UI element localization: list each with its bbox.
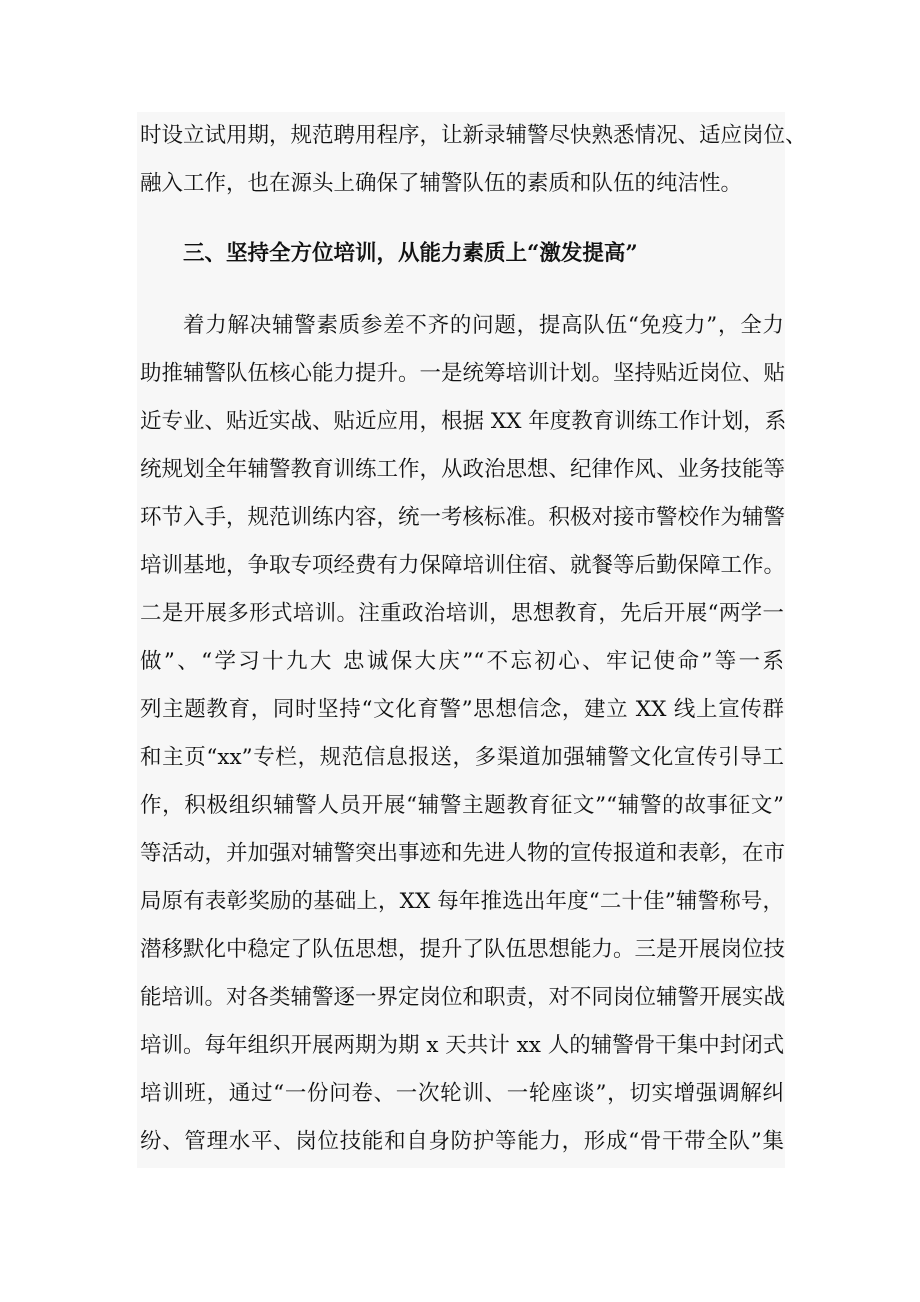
paragraph-line: 着力解决辅警素质参差不齐的问题，提高队伍“免疫力”，全力 (183, 313, 784, 338)
paragraph-line: 和主页“xx”专栏，规范信息报送，多渠道加强辅警文化宣传引导工 (140, 745, 784, 770)
paragraph-line: 列主题教育，同时坚持“文化育警”思想信念，建立 XX 线上宣传群 (140, 697, 784, 722)
paragraph-line: 纷、管理水平、岗位技能和自身防护等能力，形成“骨干带全队”集 (140, 1129, 784, 1154)
paragraph-line: 培训。每年组织开展两期为期 x 天共计 xx 人的辅警骨干集中封闭式 (140, 1033, 785, 1058)
paragraph-line: 时设立试用期，规范聘用程序，让新录辅警尽快熟悉情况、适应岗位、 (140, 123, 807, 148)
paragraph-line: 培训班，通过“一份问卷、一次轮训、一轮座谈”，切实增强调解纠 (140, 1081, 784, 1106)
paragraph-line: 能培训。对各类辅警逐一界定岗位和职责，对不同岗位辅警开展实战 (140, 985, 786, 1010)
paragraph-line: 近专业、贴近实战、贴近应用，根据 XX 年度教育训练工作计划，系 (140, 409, 787, 434)
paragraph-line: 局原有表彰奖励的基础上，XX 每年推选出年度“二十佳”辅警称号， (140, 889, 784, 914)
paragraph-line: 统规划全年辅警教育训练工作，从政治思想、纪律作风、业务技能等 (140, 457, 786, 482)
paragraph-line: 融入工作，也在源头上确保了辅警队伍的素质和队伍的纯洁性。 (140, 171, 743, 196)
paragraph-line: 作，积极组织辅警人员开展“辅警主题教育征文”“辅警的故事征文” (140, 793, 784, 818)
paragraph-line: 做”、“学习十九大 忠诚保大庆”“不忘初心、牢记使命”等一系 (140, 649, 784, 674)
section-heading: 三、坚持全方位培训，从能力素质上“激发提高” (183, 241, 638, 266)
paragraph-line: 助推辅警队伍核心能力提升。一是统筹培训计划。坚持贴近岗位、贴 (140, 361, 786, 386)
paragraph-line: 环节入手，规范训练内容，统一考核标准。积极对接市警校作为辅警 (140, 505, 786, 530)
paragraph-line: 二是开展多形式培训。注重政治培训，思想教育，先后开展“两学一 (140, 601, 784, 626)
paragraph-line: 培训基地，争取专项经费有力保障培训住宿、就餐等后勤保障工作。 (140, 553, 786, 578)
paragraph-line: 潜移默化中稳定了队伍思想，提升了队伍思想能力。三是开展岗位技 (140, 937, 786, 962)
document-body (137, 112, 807, 1168)
paragraph-line: 等活动，并加强对辅警突出事迹和先进人物的宣传报道和表彰，在市 (140, 841, 786, 866)
